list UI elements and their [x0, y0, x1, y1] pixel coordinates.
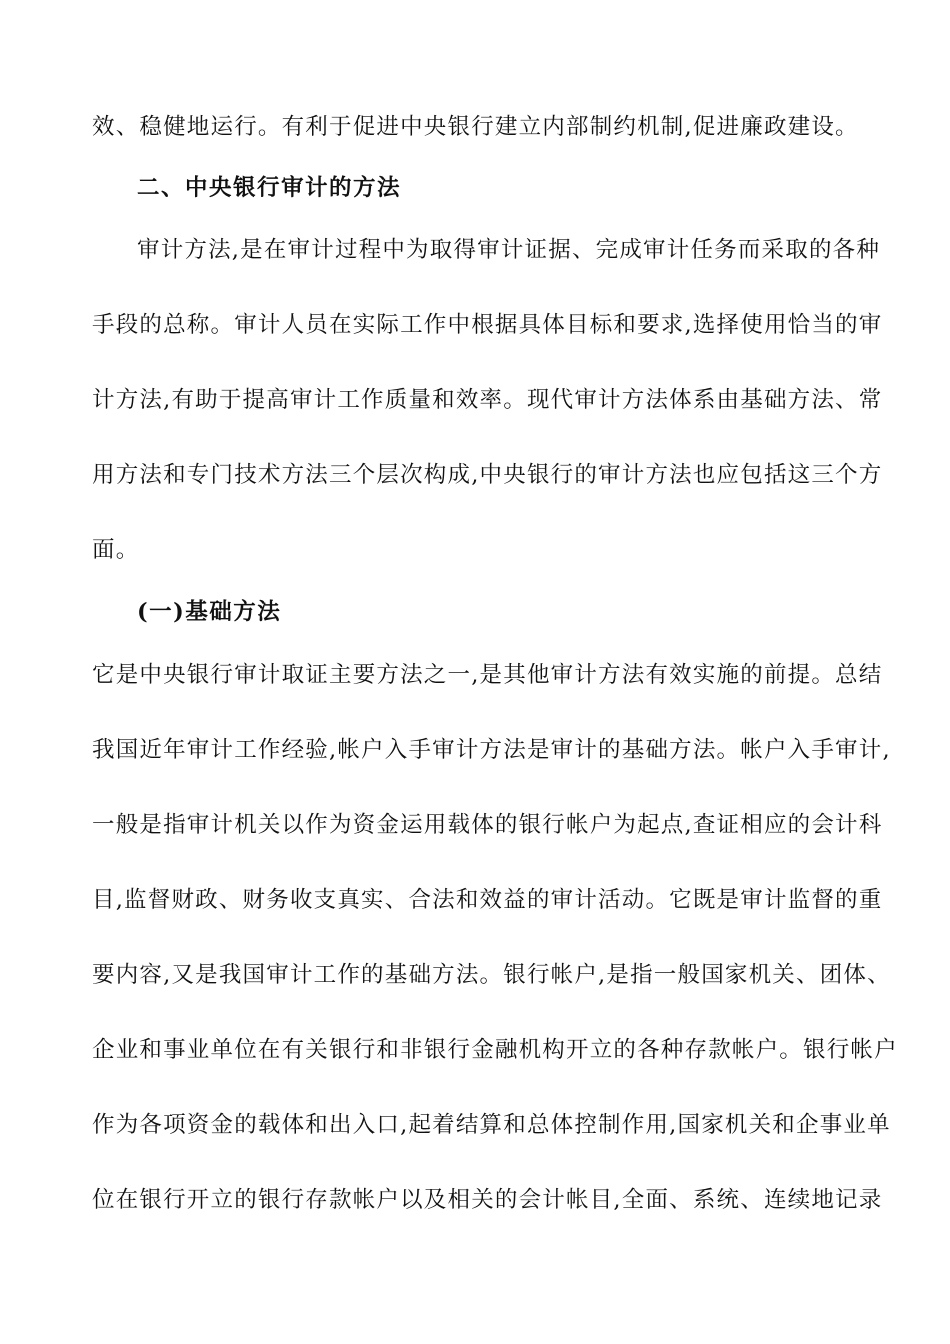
- paragraph-line: 面。: [92, 537, 140, 563]
- paragraph-line: 作为各项资金的载体和出入口,起着结算和总体控制作用,国家机关和企事业单: [92, 1112, 891, 1138]
- paragraph-line: 一般是指审计机关以作为资金运用载体的银行帐户为起点,查证相应的会计科: [92, 812, 883, 838]
- paragraph-line: 效、稳健地运行。有利于促进中央银行建立内部制约机制,促进廉政建设。: [92, 114, 859, 140]
- paragraph-line: 企业和事业单位在有关银行和非银行金融机构开立的各种存款帐户。银行帐户: [92, 1037, 898, 1063]
- paragraph-line: 要内容,又是我国审计工作的基础方法。银行帐户,是指一般国家机关、团体、: [92, 962, 891, 988]
- paragraph-line: 位在银行开立的银行存款帐户以及相关的会计帐目,全面、系统、连续地记录: [92, 1187, 883, 1213]
- subsection-heading: (一)基础方法: [137, 599, 282, 625]
- paragraph-line: 手段的总称。审计人员在实际工作中根据具体目标和要求,选择使用恰当的审: [92, 312, 883, 338]
- paragraph-line: 用方法和专门技术方法三个层次构成,中央银行的审计方法也应包括这三个方: [92, 462, 883, 488]
- paragraph-line: 审计方法,是在审计过程中为取得审计证据、完成审计任务而采取的各种: [137, 237, 881, 263]
- paragraph-line: 它是中央银行审计取证主要方法之一,是其他审计方法有效实施的前提。总结: [92, 662, 883, 688]
- paragraph-line: 计方法,有助于提高审计工作质量和效率。现代审计方法体系由基础方法、常: [92, 387, 883, 413]
- paragraph-line: 我国近年审计工作经验,帐户入手审计方法是审计的基础方法。帐户入手审计,: [92, 737, 891, 763]
- paragraph-line: 目,监督财政、财务收支真实、合法和效益的审计活动。它既是审计监督的重: [92, 887, 883, 913]
- section-heading: 二、中央银行审计的方法: [137, 175, 402, 201]
